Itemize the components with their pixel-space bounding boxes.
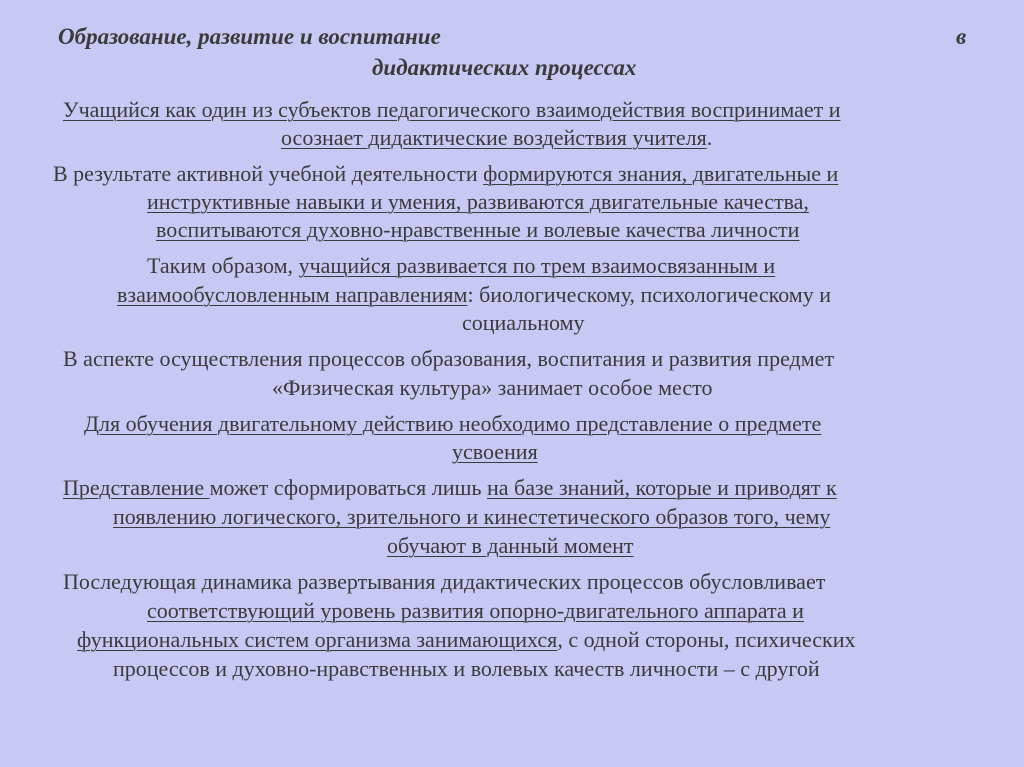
slide-title-line-1: Образование, развитие и воспитание xyxy=(58,24,441,49)
paragraph-1-line-1 xyxy=(63,96,841,124)
text-segment: может сформироваться лишь xyxy=(209,475,487,500)
text-segment: , с одной стороны, психических xyxy=(557,627,856,652)
paragraph-4-line-1 xyxy=(63,345,834,373)
text-segment: Для обучения двигательному действию необходимо представление о предмете xyxy=(84,411,822,436)
text-segment: . xyxy=(706,125,713,150)
text-segment: на базе знаний, которые и приводят к xyxy=(487,475,837,500)
text-segment: социальному xyxy=(462,310,585,335)
text-segment: инструктивные навыки и умения, развиваются двигательные качества, xyxy=(147,189,809,214)
text-segment: взаимообусловленным направлениям xyxy=(117,282,468,307)
text-segment: осознает дидактические воздействия учителя xyxy=(281,125,707,150)
text-segment: В результате активной учебной деятельности xyxy=(53,161,484,186)
paragraph-7-line-3 xyxy=(77,626,856,654)
paragraph-2-line-2 xyxy=(147,188,809,216)
text-segment: учащийся развивается по трем взаимосвязанным и xyxy=(298,253,776,278)
text-segment: появлению логического, зрительного и кинестетического образов того, чему xyxy=(113,504,831,529)
paragraph-4-line-2 xyxy=(272,374,712,402)
paragraph-3-line-2 xyxy=(117,281,831,309)
text-segment: Учащийся как один из субъектов педагогического взаимодействия воспринимает и xyxy=(63,97,841,122)
text-segment: процессов и духовно-нравственных и волевых качеств личности – с другой xyxy=(113,656,820,681)
text-segment: формируются знания, двигательные и xyxy=(483,161,839,186)
paragraph-7-line-2 xyxy=(147,597,804,625)
paragraph-3-line-3 xyxy=(462,309,585,337)
paragraph-5-line-1 xyxy=(84,410,821,438)
paragraph-7-line-1 xyxy=(63,568,825,596)
text-segment: соответствующий уровень развития опорно-двигательного аппарата и xyxy=(147,598,804,623)
text-segment: «Физическая культура» занимает особое место xyxy=(272,375,713,400)
text-segment: Последующая динамика развертывания дидактических процессов обусловливает xyxy=(63,569,826,594)
slide-title-line-1-tail: в xyxy=(956,24,967,49)
text-segment: воспитываются духовно-нравственные и волевые качества личности xyxy=(156,217,800,242)
text-segment: В аспекте осуществления процессов образования, воспитания и развития предмет xyxy=(63,346,835,371)
paragraph-6-line-3 xyxy=(387,532,633,560)
paragraph-5-line-2 xyxy=(452,438,538,466)
text-segment: обучают в данный момент xyxy=(387,533,634,558)
slide-title-line-2: дидактических процессах xyxy=(372,55,637,80)
paragraph-7-line-4 xyxy=(113,655,820,683)
text-segment: Представление xyxy=(63,475,210,500)
text-segment: Таким образом, xyxy=(147,253,299,278)
paragraph-6-line-2 xyxy=(113,503,830,531)
paragraph-6-line-1 xyxy=(63,474,837,502)
paragraph-2-line-1 xyxy=(53,160,838,188)
text-segment: функциональных систем организма занимающихся xyxy=(77,627,558,652)
text-segment: усвоения xyxy=(452,439,538,464)
paragraph-3-line-1 xyxy=(147,252,775,280)
text-segment: : биологическому, психологическому и xyxy=(467,282,831,307)
paragraph-1-line-2 xyxy=(281,124,712,152)
paragraph-2-line-3 xyxy=(156,216,799,244)
